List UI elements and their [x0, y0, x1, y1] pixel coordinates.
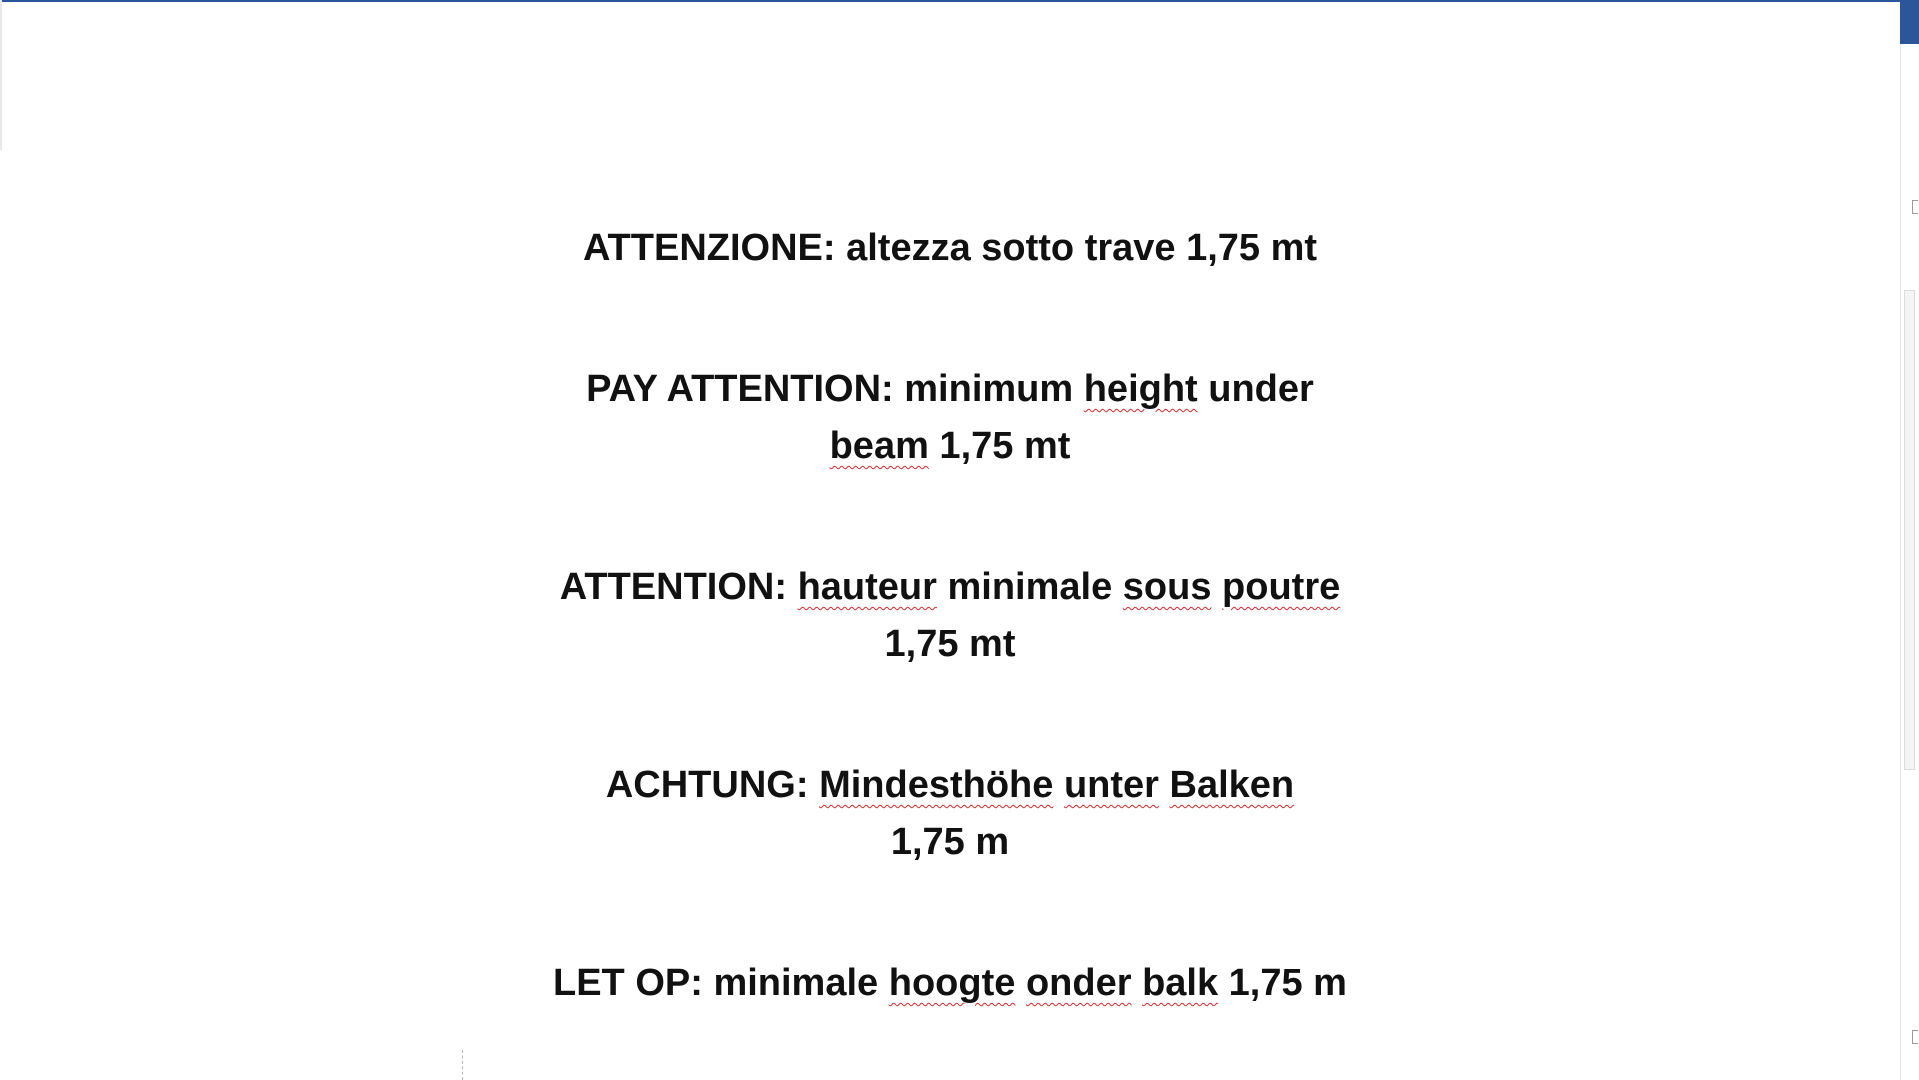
text-run: [1132, 962, 1143, 1004]
spellcheck-word: hauteur: [797, 566, 937, 608]
text-run: 1,75 m: [1218, 962, 1347, 1004]
document-paragraph: [460, 361, 1440, 475]
document-paragraph: [460, 955, 1440, 1012]
spellcheck-word: Balken: [1169, 764, 1295, 806]
spellcheck-word: balk: [1142, 962, 1219, 1004]
title-bar-edge: [0, 0, 1919, 2]
document-body[interactable]: [460, 220, 1440, 1080]
text-run: [1053, 764, 1064, 806]
spellcheck-word: unter: [1063, 764, 1159, 806]
text-run: ACHTUNG:: [605, 764, 820, 806]
document-paragraph: [460, 559, 1440, 673]
paragraph-line: [460, 418, 1440, 475]
spellcheck-word: poutre: [1222, 566, 1341, 608]
text-run: 1,75 mt: [928, 425, 1071, 467]
text-run: [1211, 566, 1222, 608]
paragraph-line: [460, 220, 1440, 277]
text-run: ATTENTION:: [559, 566, 798, 608]
text-run: 1,75 mt: [884, 623, 1016, 665]
text-run: under: [1197, 368, 1314, 410]
window-left-edge: [0, 0, 2, 150]
paragraph-line: [460, 757, 1440, 814]
paragraph-line: [460, 559, 1440, 616]
spellcheck-word: onder: [1025, 962, 1132, 1004]
spellcheck-word: hoogte: [888, 962, 1016, 1004]
paragraph-line: [460, 814, 1440, 871]
text-run: 1,75 m: [890, 821, 1010, 863]
paragraph-line: [460, 361, 1440, 418]
text-run: [1159, 764, 1170, 806]
ruler-marker-icon: [1912, 1030, 1918, 1044]
paragraph-line: [460, 616, 1440, 673]
text-run: LET OP: minimale: [553, 962, 889, 1004]
ruler-marker-icon: [1912, 200, 1918, 214]
ribbon-corner: [1900, 0, 1919, 44]
spellcheck-word: beam: [829, 425, 929, 467]
text-run: PAY ATTENTION: minimum: [586, 368, 1084, 410]
text-run: [1015, 962, 1026, 1004]
spellcheck-word: Mindesthöhe: [819, 764, 1054, 806]
text-run: ATTENZIONE: altezza sotto trave 1,75 mt: [582, 227, 1318, 269]
spellcheck-word: height: [1083, 368, 1198, 410]
scrollbar-thumb[interactable]: [1904, 290, 1915, 770]
document-paragraph: [460, 757, 1440, 871]
text-run: minimale: [936, 566, 1123, 608]
paragraph-line: [460, 955, 1440, 1012]
spellcheck-word: sous: [1122, 566, 1212, 608]
document-paragraph: [460, 220, 1440, 277]
